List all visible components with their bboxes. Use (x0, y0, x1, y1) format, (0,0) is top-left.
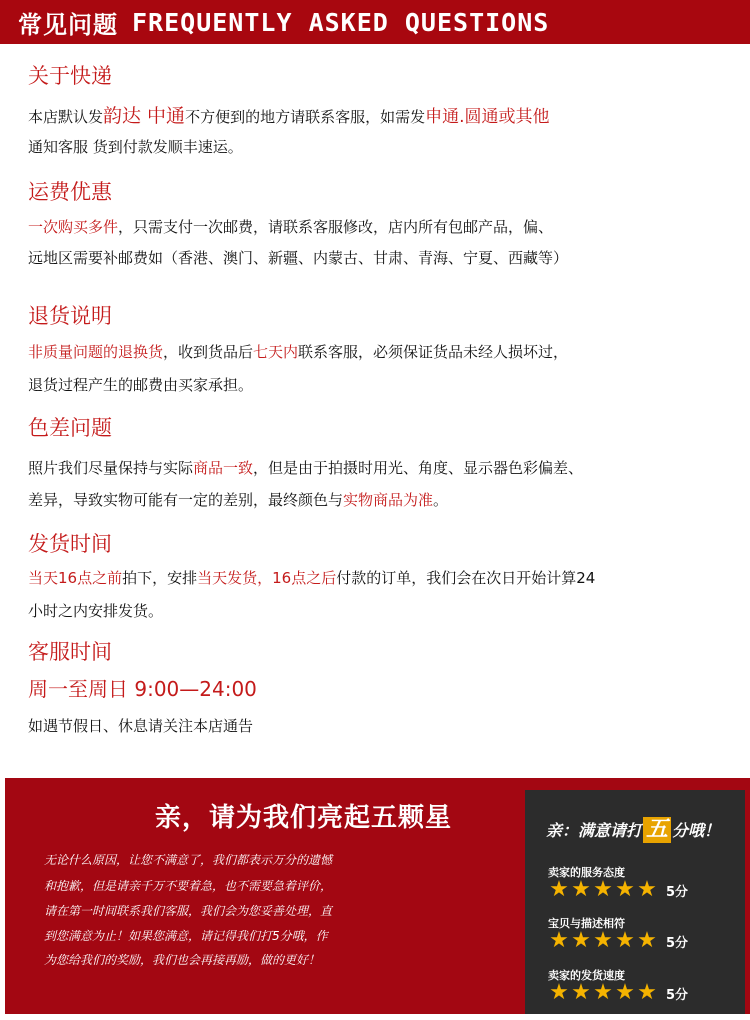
returns-text-d: 联系客服，必须保证货品未经人损坏过， (298, 343, 569, 361)
star-icon: ★ (637, 877, 657, 902)
shipping-text-c: 不方便到的地方请联系客服，如需发 (185, 108, 426, 126)
shipping-other-couriers: 申通.圆通或其他 (425, 107, 550, 127)
rating-score: 5分 (666, 987, 689, 1003)
rating-row-shipping (548, 982, 688, 1004)
star-icon: ★ (571, 980, 591, 1005)
banner-title: 亲，请为我们亮起五颗星 (155, 803, 453, 833)
panel-title-a: 亲：满意请打 (546, 821, 643, 840)
rating-label-shipping: 卖家的发货速度 (548, 969, 625, 982)
service-hours: 周一至周日 9:00—24:00 (28, 677, 257, 701)
star-icon: ★ (549, 980, 569, 1005)
shipping-line-1 (28, 101, 549, 128)
color-text-c: ，但是由于拍摄时用光、角度、显示器色彩偏差、 (253, 459, 584, 477)
color-highlight-b: 商品一致 (193, 459, 254, 477)
returns-highlight-a: 非质量问题的退换货 (28, 343, 164, 361)
star-icon: ★ (593, 928, 613, 953)
service-title: 客服时间 (28, 640, 112, 664)
star-icon: ★ (637, 928, 657, 953)
fee-highlight: 一次购买多件 (28, 218, 119, 236)
color-text-2a: 差异，导致实物可能有一定的差别，最终颜色与 (28, 491, 344, 509)
panel-title-b: 分哦！ (672, 821, 721, 840)
returns-highlight-c: 七天内 (253, 343, 299, 361)
dispatch-highlight-a: 当天16点之前 (28, 569, 123, 587)
shipping-line-2: 通知客服 货到付款发顺丰速运。 (28, 138, 243, 156)
star-icon: ★ (549, 928, 569, 953)
rating-score: 5分 (666, 884, 689, 900)
faq-header (0, 0, 750, 44)
shipping-title: 关于快递 (28, 64, 112, 88)
star-icon: ★ (593, 877, 613, 902)
dispatch-line-1 (28, 567, 595, 588)
star-icon: ★ (637, 980, 657, 1005)
rating-score: 5分 (666, 935, 689, 951)
banner-text-line: 到您满意为止！如果您满意，请记得我们打5分哦，作 (44, 929, 328, 943)
star-icon: ★ (615, 877, 635, 902)
star-icon: ★ (593, 980, 613, 1005)
returns-line-2: 退货过程产生的邮费由买家承担。 (28, 376, 254, 394)
panel-title (546, 817, 720, 843)
star-icon: ★ (571, 877, 591, 902)
star-icon: ★ (549, 877, 569, 902)
header-title-en: FREQUENTLY ASKED QUESTIONS (132, 7, 550, 37)
star-icon: ★ (615, 980, 635, 1005)
color-text-2c: 。 (433, 491, 449, 509)
rating-label-description: 宝贝与描述相符 (548, 917, 625, 930)
color-line-2 (28, 489, 448, 510)
banner-text-line: 请在第一时间联系我们客服，我们会为您妥善处理，直 (44, 904, 333, 918)
banner-text-line: 和抱歉，但是请亲千万不要着急，也不需要急着评价， (44, 879, 333, 893)
fee-text-b: ，只需支付一次邮费，请联系客服修改，店内所有包邮产品，偏、 (118, 218, 554, 236)
rating-label-service: 卖家的服务态度 (548, 866, 625, 879)
banner-text-line: 无论什么原因，让您不满意了，我们都表示万分的遗憾 (44, 853, 333, 867)
fee-line-1 (28, 216, 553, 237)
dispatch-line-2: 小时之内安排发货。 (28, 602, 164, 620)
dispatch-title: 发货时间 (28, 532, 112, 556)
returns-text-b: ，收到货品后 (163, 343, 254, 361)
shipping-text-a: 本店默认发 (28, 108, 104, 126)
dispatch-text-d: 付款的订单，我们会在次日开始计算24 (336, 569, 596, 587)
star-icon: ★ (571, 928, 591, 953)
dispatch-text-b: 拍下，安排 (122, 569, 198, 587)
returns-title: 退货说明 (28, 304, 112, 328)
rating-row-service (548, 879, 688, 901)
star-icon: ★ (615, 928, 635, 953)
color-highlight-2b: 实物商品为准 (343, 491, 434, 509)
shipping-couriers: 韵达 中通 (103, 105, 186, 127)
banner-text-line: 为您给我们的奖励，我们也会再接再励，做的更好！ (44, 953, 321, 967)
panel-title-five: 五 (643, 817, 671, 843)
service-note: 如遇节假日、休息请关注本店通告 (28, 717, 254, 735)
header-title-cn: 常见问题 (18, 10, 118, 39)
color-line-1 (28, 457, 583, 478)
rating-row-description (548, 930, 688, 952)
returns-line-1 (28, 341, 568, 362)
color-text-a: 照片我们尽量保持与实际 (28, 459, 194, 477)
dispatch-highlight-c: 当天发货，16点之后 (197, 569, 337, 587)
color-title: 色差问题 (28, 416, 112, 440)
fee-line-2: 远地区需要补邮费如（香港、澳门、新疆、内蒙古、甘肃、青海、宁夏、西藏等） (28, 249, 569, 267)
fee-title: 运费优惠 (28, 180, 112, 204)
